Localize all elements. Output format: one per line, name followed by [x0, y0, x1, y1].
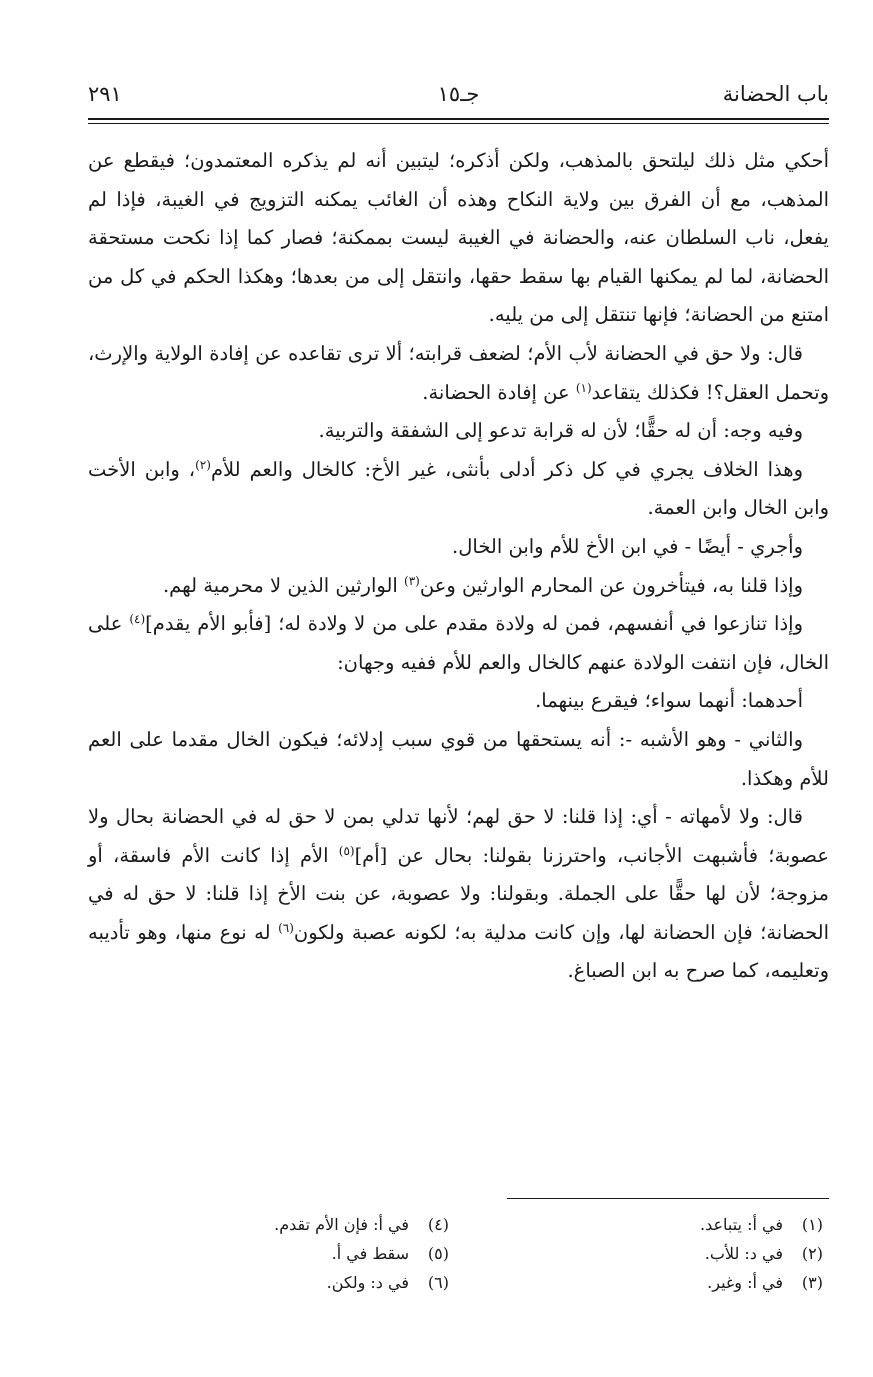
footnote-marker: (٦)	[278, 920, 294, 935]
paragraph-text: وأجري - أيضًا - في ابن الأخ للأم وابن الخال.	[452, 534, 803, 558]
paragraph-text: أحكي مثل ذلك ليلتحق بالمذهب، ولكن أذكره؛ ليتبين أنه لم يذكره المعتمدون؛ فيقطع عن المذهب، مع أن الفرق بين ولاية النكاح وهذه أن الغائب يمكنه التزويج في الغيبة، فإذا لم يفعل، ناب السلطان عنه، والحضانة في الغيبة ليست بممكنة؛ فصار كما إذا نكحت مستحقة الحضانة، لما لم يمكنها القيام بها سقط حقها، وانتقل إلى من بعدها؛ وهكذا الحكم في كل من امتنع من الحضانة؛ فإنها تنتقل إلى من يليه.	[88, 149, 829, 327]
paragraph	[88, 335, 829, 412]
footnote-number: (٣)	[801, 1273, 823, 1292]
paragraph-text: وإذا تنازعوا في أنفسهم، فمن له ولادة مقدم على من لا ولادة له؛ [فأبو الأم يقدم]	[145, 612, 803, 636]
footnote	[119, 1268, 449, 1297]
footnote-text: في أ: فإن الأم تقدم.	[274, 1215, 409, 1234]
volume-number: جـ١٥	[437, 82, 480, 106]
footnote-number: (٥)	[427, 1244, 449, 1263]
footnote-number: (٦)	[427, 1273, 449, 1292]
footnote-number: (٤)	[427, 1215, 449, 1234]
footnote-marker: (٢)	[195, 457, 211, 472]
paragraph	[88, 721, 829, 798]
header-rule-thick	[88, 118, 829, 120]
paragraph-text: أحدهما: أنهما سواء؛ فيقرع بينهما.	[535, 689, 803, 713]
footnote	[493, 1268, 823, 1297]
page-number: ٢٩١	[88, 82, 122, 106]
footnote-text: في د: للأب.	[704, 1244, 783, 1263]
chapter-title: باب الحضانة	[722, 82, 829, 106]
paragraph-text: قال: ولا حق في الحضانة لأب الأم؛ لضعف قرابته؛ ألا ترى تقاعده عن إفادة الولاية والإرث، وتحمل العقل؟! فكذلك يتقاعد	[88, 341, 829, 404]
paragraph-text: وإذا قلنا به، فيتأخرون عن المحارم الوارثين وعن	[419, 573, 803, 597]
footnote-text: سقط في أ.	[331, 1244, 409, 1263]
footnote-marker: (٤)	[129, 612, 146, 627]
body-text	[88, 142, 829, 991]
paragraph	[88, 528, 829, 567]
paragraph	[88, 567, 829, 606]
footnote	[119, 1210, 449, 1239]
footnote	[493, 1239, 823, 1268]
footnote-text: في د: ولكن.	[326, 1273, 409, 1292]
footnote-text: في أ: وغير.	[707, 1273, 783, 1292]
footnote-marker: (٥)	[338, 843, 355, 858]
footnote-text: في أ: يتباعد.	[699, 1215, 783, 1234]
paragraph-text: ، وابن الأخت وابن الخال وابن العمة.	[88, 457, 829, 520]
footnote-marker: (٣)	[404, 573, 420, 588]
paragraph-text: وهذا الخلاف يجري في كل ذكر أدلى بأنثى، غير الأخ: كالخال والعم للأم	[210, 457, 803, 481]
paragraph-text: الوارثين الذين لا محرمية لهم.	[162, 573, 405, 597]
paragraph-text: وفيه وجه: أن له حقًّا؛ لأن له قرابة تدعو إلى الشفقة والتربية.	[318, 419, 803, 443]
paragraph-text: قال: ولا لأمهاته - أي: إذا قلنا: لا حق لهم؛ لأنها تدلي بمن لا حق له في الحضانة بحال ولا عصوبة؛ فأشبهت الأجانب، واحترزنا بقولنا: بحال عن [أم]	[88, 805, 829, 867]
paragraph-text: على الخال، فإن انتفت الولادة عنهم كالخال والعم للأم ففيه وجهان:	[88, 612, 829, 674]
paragraph	[88, 798, 829, 991]
footnote-separator	[507, 1198, 829, 1199]
footnote-column-left	[119, 1210, 449, 1297]
paragraph-text: والثاني - وهو الأشبه -: أنه يستحقها من قوي سبب إدلائه؛ فيكون الخال مقدما على العم للأم وهكذا.	[88, 727, 829, 790]
paragraph	[88, 412, 829, 451]
paragraph-text: عن إفادة الحضانة.	[422, 380, 576, 404]
footnote	[493, 1210, 823, 1239]
footnote-column-right	[493, 1210, 823, 1297]
paragraph	[88, 451, 829, 528]
footnote	[119, 1239, 449, 1268]
paragraph	[88, 142, 829, 335]
header-rule-thin	[88, 123, 829, 124]
paragraph	[88, 682, 829, 721]
footnote-marker: (١)	[575, 380, 592, 395]
paragraph-text: له نوع منها، وهو تأديبه وتعليمه، كما صرح به ابن الصباغ.	[88, 920, 829, 983]
footnote-number: (٢)	[801, 1244, 823, 1263]
paragraph	[88, 605, 829, 682]
paragraph-text: الأم إذا كانت الأم فاسقة، أو مزوجة؛ لأن لها حقًّا على الجملة. وبقولنا: ولا عصوبة، عن بنت الأخ إذا قلنا: لا حق له في الحضانة؛ فإن الحضانة لها، وإن كانت مدلية به؛ لكونه عصبة ولكون	[88, 843, 830, 944]
running-header	[88, 82, 829, 116]
footnote-number: (١)	[801, 1215, 823, 1234]
